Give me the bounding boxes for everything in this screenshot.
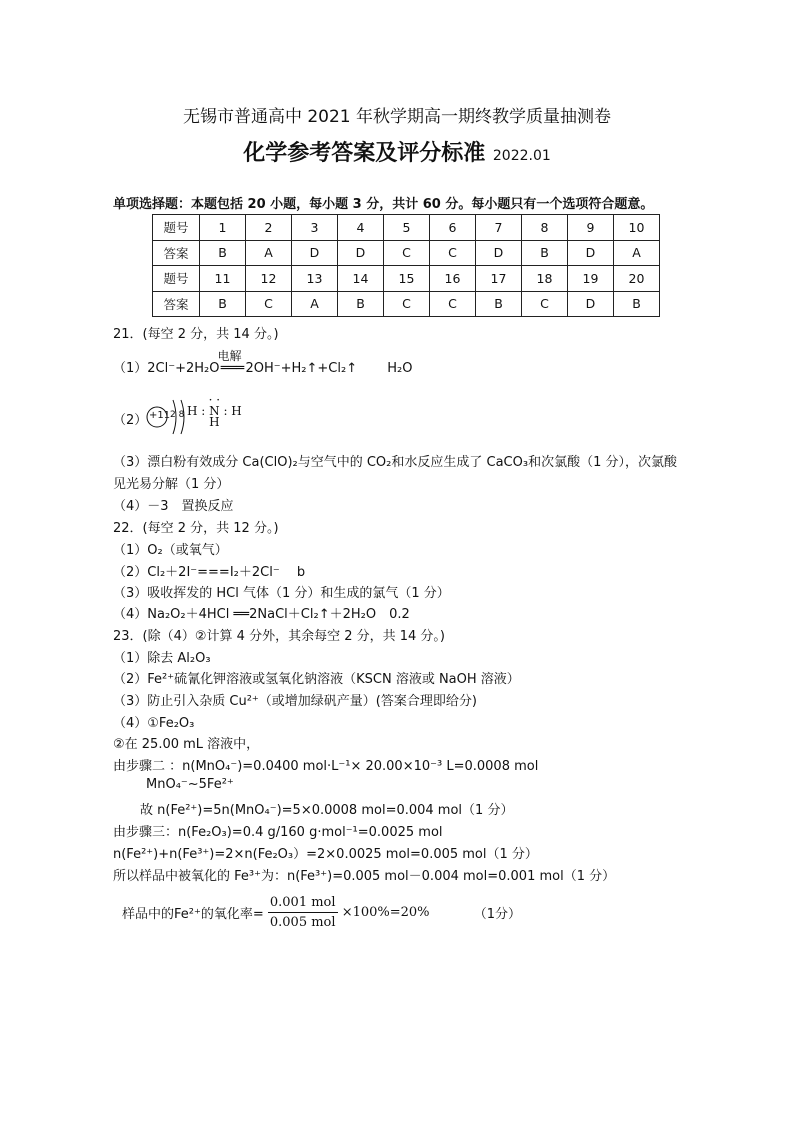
answer-cell: C: [384, 240, 430, 266]
question-cell: 20: [614, 266, 660, 292]
q23-calc-line5: 由步骤三：n(Fe₂O₃)=0.4 g/160 g·mol⁻¹=0.0025 mol: [113, 825, 443, 840]
question-cell: 9: [568, 215, 614, 241]
question-cell: 12: [246, 266, 292, 292]
exam-date: 2022.01: [492, 148, 551, 164]
question-cell: 16: [430, 266, 476, 292]
ammonia-lewis-structure: [187, 395, 242, 428]
q23-part4: （4）①Fe₂O₃: [113, 716, 195, 731]
q23-calc-line1: ②在 25.00 mL 溶液中，: [113, 737, 260, 752]
rate-fraction: [268, 895, 338, 930]
table-row-answer-2: [153, 291, 660, 317]
question-cell: 11: [200, 266, 246, 292]
row-label: 题号: [153, 215, 200, 241]
question-cell: 8: [522, 215, 568, 241]
table-row-answer-1: [153, 240, 660, 266]
question-cell: 1: [200, 215, 246, 241]
question-cell: 6: [430, 215, 476, 241]
q23-calc-line3: MnO₄⁻~5Fe²⁺: [146, 777, 234, 792]
answer-cell: B: [200, 291, 246, 317]
electrolysis-arrow: 电解 ═══: [217, 349, 245, 376]
section1-instructions: 单项选择题：本题包括 20 小题，每小题 3 分，共计 60 分。每小题只有一个选项符合题意。: [113, 197, 654, 212]
q23-heading: 23．(除（4）②计算 4 分外，其余每空 2 分，共 14 分。): [113, 629, 445, 644]
paper-title: 无锡市普通高中 2021 年秋学期高一期终教学质量抽测卷: [182, 107, 612, 127]
q21-part2-label: （2）: [113, 413, 148, 428]
q23-part1: （1）除去 Al₂O₃: [113, 651, 211, 666]
question-cell: 19: [568, 266, 614, 292]
row-label: 答案: [153, 240, 200, 266]
equation-rhs: 2OH⁻+H₂↑+Cl₂↑: [245, 361, 358, 376]
rate-label: 样品中的Fe²⁺的氧化率=: [122, 907, 264, 922]
shell-electrons: 2 8: [170, 410, 185, 420]
answer-cell: C: [246, 291, 292, 317]
question-cell: 5: [384, 215, 430, 241]
answer-cell: B: [200, 240, 246, 266]
q21-part1: [113, 349, 413, 376]
lewis-middle: H : N : H: [187, 404, 242, 418]
fraction-numerator: 0.001 mol: [268, 895, 338, 913]
lewis-bottom: H: [209, 415, 220, 429]
answer-cell: A: [292, 291, 338, 317]
answer-key-title: [0, 136, 794, 167]
answer-cell: D: [338, 240, 384, 266]
q23-calc-line6: n(Fe²⁺)+n(Fe³⁺)=2×n(Fe₂O₃）=2×0.0025 mol=0.005 mol（1 分）: [113, 847, 538, 862]
question-cell: 18: [522, 266, 568, 292]
q21-heading: 21．(每空 2 分，共 14 分。): [113, 327, 279, 342]
answer-cell: D: [568, 291, 614, 317]
rate-result: ×100%=20%: [341, 905, 430, 920]
q21-part4: （4）－3 置换反应: [113, 499, 234, 514]
answer-cell: D: [568, 240, 614, 266]
question-cell: 15: [384, 266, 430, 292]
answer-cell: C: [430, 291, 476, 317]
nucleus-charge: +11: [149, 410, 171, 421]
q23-oxidation-rate: [122, 895, 521, 930]
q22-part3: （3）吸收挥发的 HCl 气体（1 分）和生成的氯气（1 分）: [113, 586, 450, 601]
q23-calc-line2: 由步骤二 ：n(MnO₄⁻)=0.0400 mol·L⁻¹× 20.00×10⁻³ L=0.0008 mol: [113, 759, 539, 774]
answer-cell: B: [522, 240, 568, 266]
answer-table: [152, 214, 660, 317]
question-cell: 4: [338, 215, 384, 241]
q23-part3: （3）防止引入杂质 Cu²⁺（或增加绿矾产量）(答案合理即给分): [113, 694, 477, 709]
question-cell: 17: [476, 266, 522, 292]
q23-part2: （2）Fe²⁺硫氰化钾溶液或氢氧化钠溶液（KSCN 溶液或 NaOH 溶液）: [113, 672, 520, 687]
rate-score: （1分）: [473, 907, 521, 922]
equation-lhs: 2Cl⁻+2H₂O: [147, 361, 220, 376]
lewis-top-dots: · ·: [208, 393, 221, 407]
question-cell: 13: [292, 266, 338, 292]
q21-part3-line2: 见光易分解（1 分）: [113, 477, 230, 492]
answer-cell: D: [292, 240, 338, 266]
answer-cell: B: [338, 291, 384, 317]
question-cell: 3: [292, 215, 338, 241]
question-cell: 7: [476, 215, 522, 241]
row-label: 题号: [153, 266, 200, 292]
q23-calc-line4: 故 n(Fe²⁺)=5n(MnO₄⁻)=5×0.0008 mol=0.004 mol（1 分）: [140, 803, 514, 818]
answer-cell: B: [476, 291, 522, 317]
answer-key-subtitle: 化学参考答案及评分标准: [243, 141, 486, 166]
row-label: 答案: [153, 291, 200, 317]
answer-cell: B: [614, 291, 660, 317]
q21-part3-line1: （3）漂白粉有效成分 Ca(ClO)₂与空气中的 CO₂和水反应生成了 CaCO₃和次氯酸（1 分），次氯酸: [113, 455, 677, 470]
q23-calc-line7: 所以样品中被氧化的 Fe³⁺为：n(Fe³⁺)=0.005 mol－0.004 mol=0.001 mol（1 分）: [113, 869, 616, 884]
answer-cell: A: [614, 240, 660, 266]
question-cell: 14: [338, 266, 384, 292]
table-row-question-2: [153, 266, 660, 292]
q22-heading: 22．(每空 2 分，共 12 分。): [113, 521, 279, 536]
answer-cell: C: [384, 291, 430, 317]
q22-part4: （4）Na₂O₂＋4HCl ══2NaCl＋Cl₂↑＋2H₂O 0.2: [113, 607, 410, 622]
question-cell: 2: [246, 215, 292, 241]
part-label: （1）: [113, 361, 148, 376]
table-row-question-1: [153, 215, 660, 241]
answer-cell: D: [476, 240, 522, 266]
answer-cell: C: [522, 291, 568, 317]
q22-part2: （2）Cl₂＋2I⁻===I₂＋2Cl⁻ b: [113, 565, 306, 580]
question-cell: 10: [614, 215, 660, 241]
condition-label: 电解: [217, 349, 242, 363]
fraction-denominator: 0.005 mol: [269, 915, 336, 930]
answer-cell: A: [246, 240, 292, 266]
answer-h2o: H₂O: [387, 361, 413, 376]
answer-cell: C: [430, 240, 476, 266]
q22-part1: （1）O₂（或氧气）: [113, 543, 228, 558]
